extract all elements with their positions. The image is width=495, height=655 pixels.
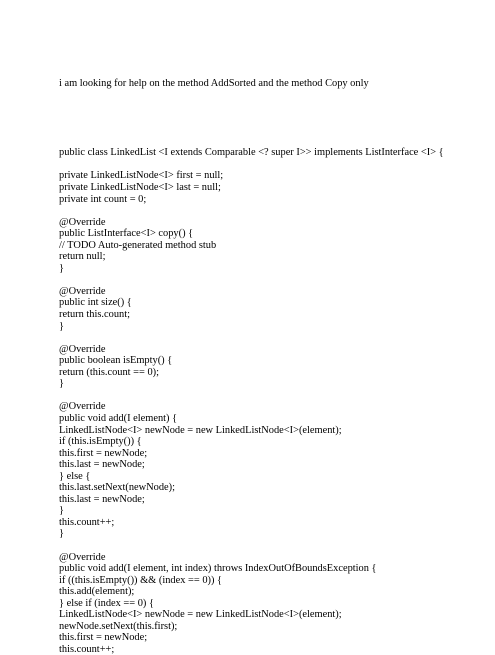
document-body	[59, 55, 479, 655]
code-line: this.first = newNode;	[59, 632, 148, 644]
blank-line	[59, 332, 479, 344]
code-line: return (this.count == 0);	[59, 366, 160, 378]
blank-line	[59, 205, 479, 217]
code-line: return null;	[59, 251, 106, 263]
code-line: @Override	[59, 401, 106, 413]
blank-line	[59, 390, 479, 402]
code-line: this.count++;	[59, 643, 115, 655]
code-line: public void add(I element) {	[59, 412, 178, 424]
code-line: if ((this.isEmpty()) && (index == 0)) {	[59, 574, 223, 586]
code-line: } else if (index == 0) {	[59, 597, 154, 609]
blank-line	[59, 274, 479, 286]
code-line: public boolean isEmpty() {	[59, 355, 173, 367]
code-line: this.last.setNext(newNode);	[59, 482, 176, 494]
code-line: } else {	[59, 470, 91, 482]
code-line: public class LinkedList <I extends Comparable <? super I>> implements ListInterface <I> {	[59, 147, 444, 159]
code-line: this.last = newNode;	[59, 459, 145, 471]
code-line: public int size() {	[59, 297, 132, 309]
code-line: if (this.isEmpty()) {	[59, 436, 142, 448]
code-line: this.first = newNode;	[59, 447, 148, 459]
code-line: }	[59, 262, 64, 274]
code-line: return this.count;	[59, 309, 130, 321]
code-line: this.count++;	[59, 516, 115, 528]
code-line: @Override	[59, 551, 106, 563]
code-line: @Override	[59, 216, 106, 228]
blank-line	[59, 113, 479, 125]
code-line: // TODO Auto-generated method stub	[59, 239, 217, 251]
code-line: }	[59, 378, 64, 390]
code-line: }	[59, 505, 64, 517]
code-line: public void add(I element, int index) throws IndexOutOfBoundsException {	[59, 563, 377, 575]
code-line: }	[59, 320, 64, 332]
code-line: public ListInterface<I> copy() {	[59, 228, 194, 240]
code-line: LinkedListNode<I> newNode = new LinkedListNode<I>(element);	[59, 424, 342, 436]
code-line: LinkedListNode<I> newNode = new LinkedListNode<I>(element);	[59, 609, 342, 621]
code-line: private int count = 0;	[59, 193, 147, 205]
code-line: }	[59, 528, 64, 540]
code-line: this.add(element);	[59, 586, 135, 598]
blank-line	[59, 159, 479, 171]
intro-text: i am looking for help on the method AddSorted and the method Copy only	[59, 78, 369, 90]
code-line: newNode.setNext(this.first);	[59, 620, 178, 632]
blank-line	[59, 540, 479, 552]
code-line: @Override	[59, 285, 106, 297]
code-line: @Override	[59, 343, 106, 355]
code-line: private LinkedListNode<I> first = null;	[59, 170, 224, 182]
code-line: private LinkedListNode<I> last = null;	[59, 182, 221, 194]
code-line: this.last = newNode;	[59, 493, 145, 505]
